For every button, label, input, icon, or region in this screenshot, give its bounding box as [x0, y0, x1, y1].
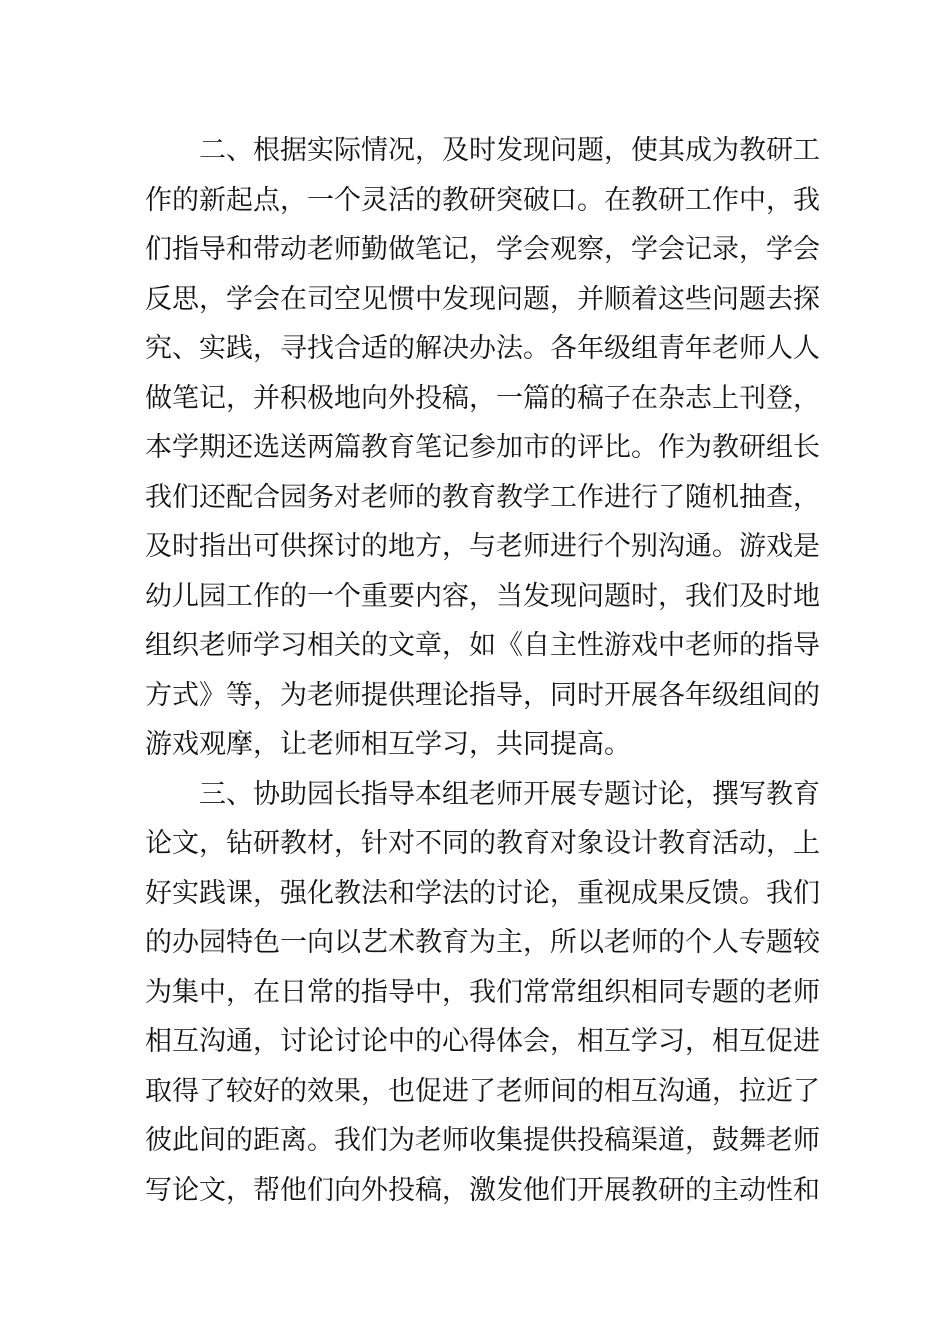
- paragraph-line: 本学期还选送两篇教育笔记参加市的评比。作为教研组长: [145, 432, 820, 463]
- paragraph-line: 论文，钻研教材，针对不同的教育对象设计教育活动，上: [145, 828, 820, 859]
- paragraph-line: 游戏观摩，让老师相互学习，共同提高。: [145, 729, 631, 760]
- paragraph-line: 幼儿园工作的一个重要内容，当发现问题时，我们及时地: [145, 580, 820, 612]
- paragraph-line: 及时指出可供探讨的地方，与老师进行个别沟通。游戏是: [145, 531, 820, 562]
- body-text: [145, 126, 820, 1215]
- paragraph-line: 做笔记，并积极地向外投稿，一篇的稿子在杂志上刊登，: [145, 382, 820, 414]
- paragraph-line: 相互沟通，讨论讨论中的心得体会，相互学习，相互促进: [145, 1026, 820, 1057]
- paragraph-line: 彼此间的距离。我们为老师收集提供投稿渠道，鼓舞老师: [145, 1125, 820, 1156]
- paragraph-line: 的办园特色一向以艺术教育为主，所以老师的个人专题较: [145, 927, 820, 958]
- paragraph-line: 组织老师学习相关的文章，如《自主性游戏中老师的指导: [145, 630, 820, 661]
- paragraph-line: 二、根据实际情况，及时发现问题，使其成为教研工: [199, 135, 820, 166]
- paragraph-line: 们指导和带动老师勤做笔记，学会观察，学会记录，学会: [145, 234, 820, 265]
- paragraph-line: 作的新起点，一个灵活的教研突破口。在教研工作中，我: [145, 184, 820, 216]
- paragraph-line: 方式》等，为老师提供理论指导，同时开展各年级组间的: [145, 679, 820, 711]
- paragraph-3: [145, 770, 820, 1216]
- paragraph-line: 三、协助园长指导本组老师开展专题讨论，撰写教育: [199, 778, 820, 810]
- paragraph-line: 反思，学会在司空见惯中发现问题，并顺着这些问题去探: [145, 283, 820, 315]
- paragraph-line: 写论文，帮他们向外投稿，激发他们开展教研的主动性和: [145, 1174, 820, 1206]
- paragraph-line: 取得了较好的效果，也促进了老师间的相互沟通，拉近了: [145, 1075, 820, 1107]
- paragraph-line: 好实践课，强化教法和学法的讨论，重视成果反馈。我们: [145, 877, 820, 909]
- paragraph-line: 我们还配合园务对老师的教育教学工作进行了随机抽查，: [145, 481, 820, 513]
- paragraph-line: 究、实践，寻找合适的解决办法。各年级组青年老师人人: [145, 333, 820, 364]
- paragraph-2: [145, 126, 820, 770]
- paragraph-line: 为集中，在日常的指导中，我们常常组织相同专题的老师: [145, 976, 820, 1008]
